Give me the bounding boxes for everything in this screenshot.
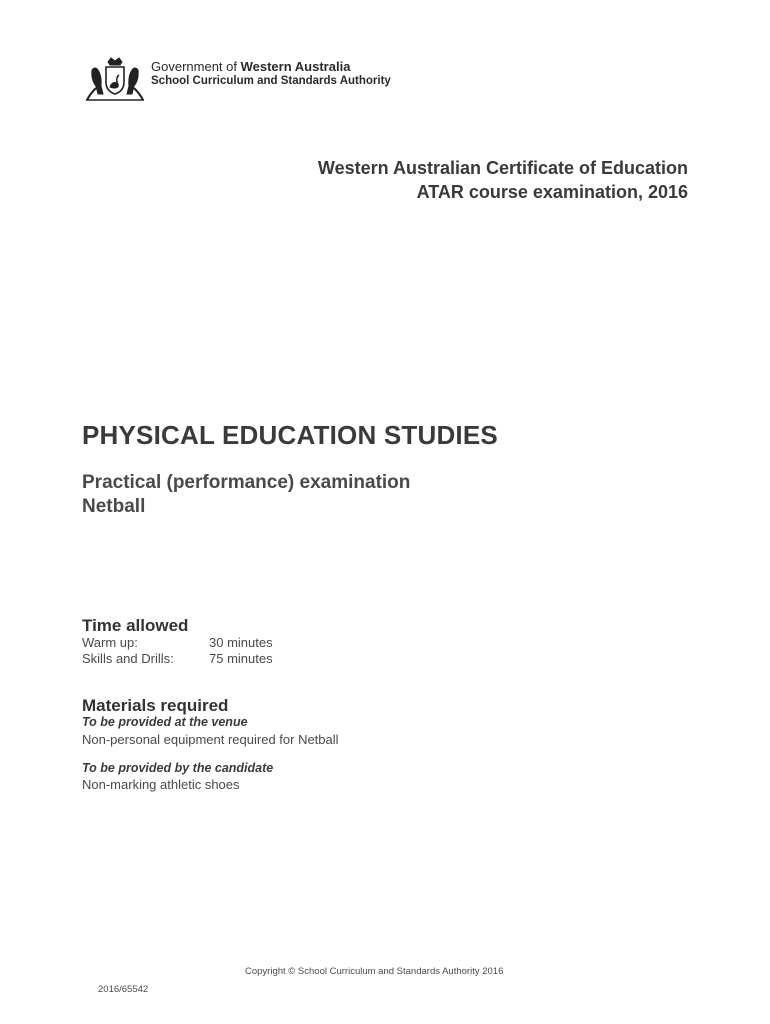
certificate-line-1: Western Australian Certificate of Education (317, 158, 688, 178)
authority-name: School Curriculum and Standards Authority (151, 75, 391, 87)
venue-provided-heading: To be provided at the venue (82, 715, 248, 729)
copyright-notice: Copyright © School Curriculum and Standards Authority 2016 (245, 966, 504, 977)
time-allowed-heading: Time allowed (82, 616, 189, 635)
sport-name: Netball (82, 496, 146, 517)
materials-required-heading: Materials required (82, 696, 229, 715)
time-row-label: Skills and Drills: (82, 651, 174, 666)
government-state: Western Australia (240, 59, 351, 74)
document-number: 2016/65542 (98, 984, 149, 995)
time-row-value: 30 minutes (209, 635, 273, 650)
certificate-heading (318, 156, 688, 204)
time-row-skills-drills (82, 651, 273, 666)
candidate-provided-text: Non-marking athletic shoes (82, 777, 240, 792)
government-prefix: Government of (151, 59, 241, 74)
government-crest-icon (84, 56, 146, 104)
exam-type: Practical (performance) examination (82, 472, 411, 493)
time-row-label: Warm up: (82, 635, 138, 650)
certificate-line-2: ATAR course examination, 2016 (416, 182, 688, 202)
venue-provided-text: Non-personal equipment required for Netball (82, 732, 339, 747)
subject-title: PHYSICAL EDUCATION STUDIES (82, 420, 498, 450)
candidate-provided-heading: To be provided by the candidate (82, 761, 274, 775)
government-name (151, 59, 350, 74)
time-row-value: 75 minutes (209, 651, 273, 666)
time-row-warm-up (82, 635, 273, 650)
